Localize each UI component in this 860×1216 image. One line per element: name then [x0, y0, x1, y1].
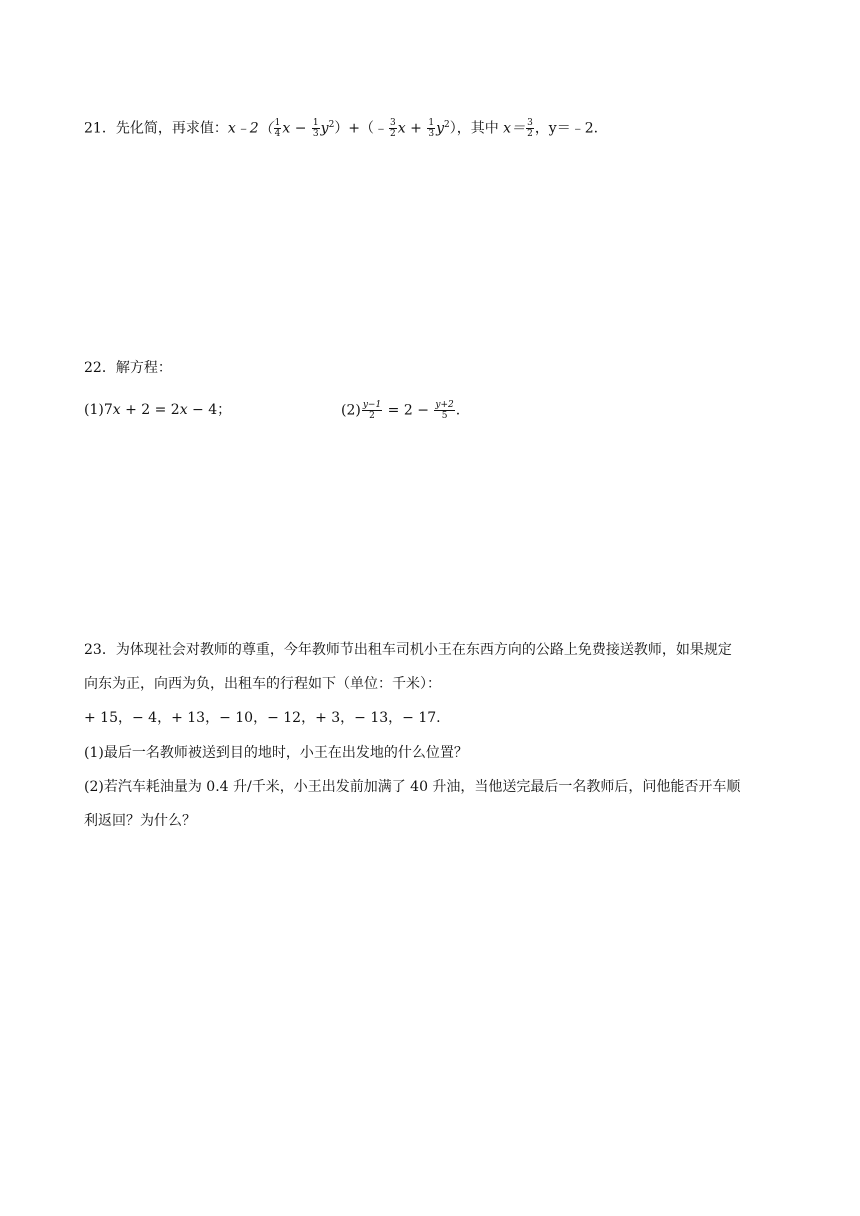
- fraction: $\frac{1}{3}$: [312, 118, 319, 140]
- question-prompt: 解方程：: [115, 360, 172, 376]
- question-number: 22: [84, 360, 102, 376]
- question-22-part-2: (2) $\frac{y-1}{2}$ = 2 − $\frac{y+2}{5}$ .: [341, 400, 461, 421]
- question-23-line-1: 23．为体现社会对教师的尊重，今年教师节出租车司机小王在东西方向的公路上免费接送教师，如果规定: [84, 642, 732, 658]
- question-23-data-line: + 15，− 4，+ 13，− 10，− 12，+ 3，− 13，− 17.: [84, 710, 441, 726]
- question-number: 21: [84, 120, 102, 137]
- question-21: 21．先化简，再求值：x﹣2（ $\frac{1}{4}$ x − $\frac{1}{3}$ $y^2)+(﹣$ $\frac{3}{2}$ x + $\frac{1}{3}$ $y^2$），其中 x＝ $\frac{3}{2}$ ，y＝﹣2.: [84, 118, 599, 140]
- question-22-part-1: (1)7𝑥 + 2 = 2𝑥 − 4；: [84, 402, 232, 418]
- question-23-part-2-line-2: 利返回？为什么？: [84, 813, 196, 829]
- fraction: $\frac{3}{2}$: [527, 118, 533, 140]
- question-number: 23: [84, 642, 102, 658]
- fraction: $\frac{1}{4}$: [274, 118, 281, 140]
- question-23-part-2-line-1: (2)若汽车耗油量为 0.4 升/千米，小王出发前加满了 40 升油，当他送完最后一名教师后，问他能否开车顺: [84, 779, 741, 795]
- fraction: $\frac{1}{3}$: [428, 118, 435, 140]
- question-23-part-1: (1)最后一名教师被送到目的地时，小王在出发地的什么位置？: [84, 745, 468, 761]
- question-prompt: 先化简，再求值：: [115, 120, 228, 137]
- math-expression: x﹣2（: [227, 120, 273, 137]
- question-23-line-2: 向东为正，向西为负，出租车的行程如下（单位：千米）：: [84, 676, 441, 692]
- fraction: $\frac{y+2}{5}$: [435, 400, 454, 421]
- question-22: 22．解方程：: [84, 360, 172, 376]
- fraction: $\frac{y-1}{2}$: [362, 400, 382, 421]
- fraction: $\frac{3}{2}$: [390, 118, 396, 140]
